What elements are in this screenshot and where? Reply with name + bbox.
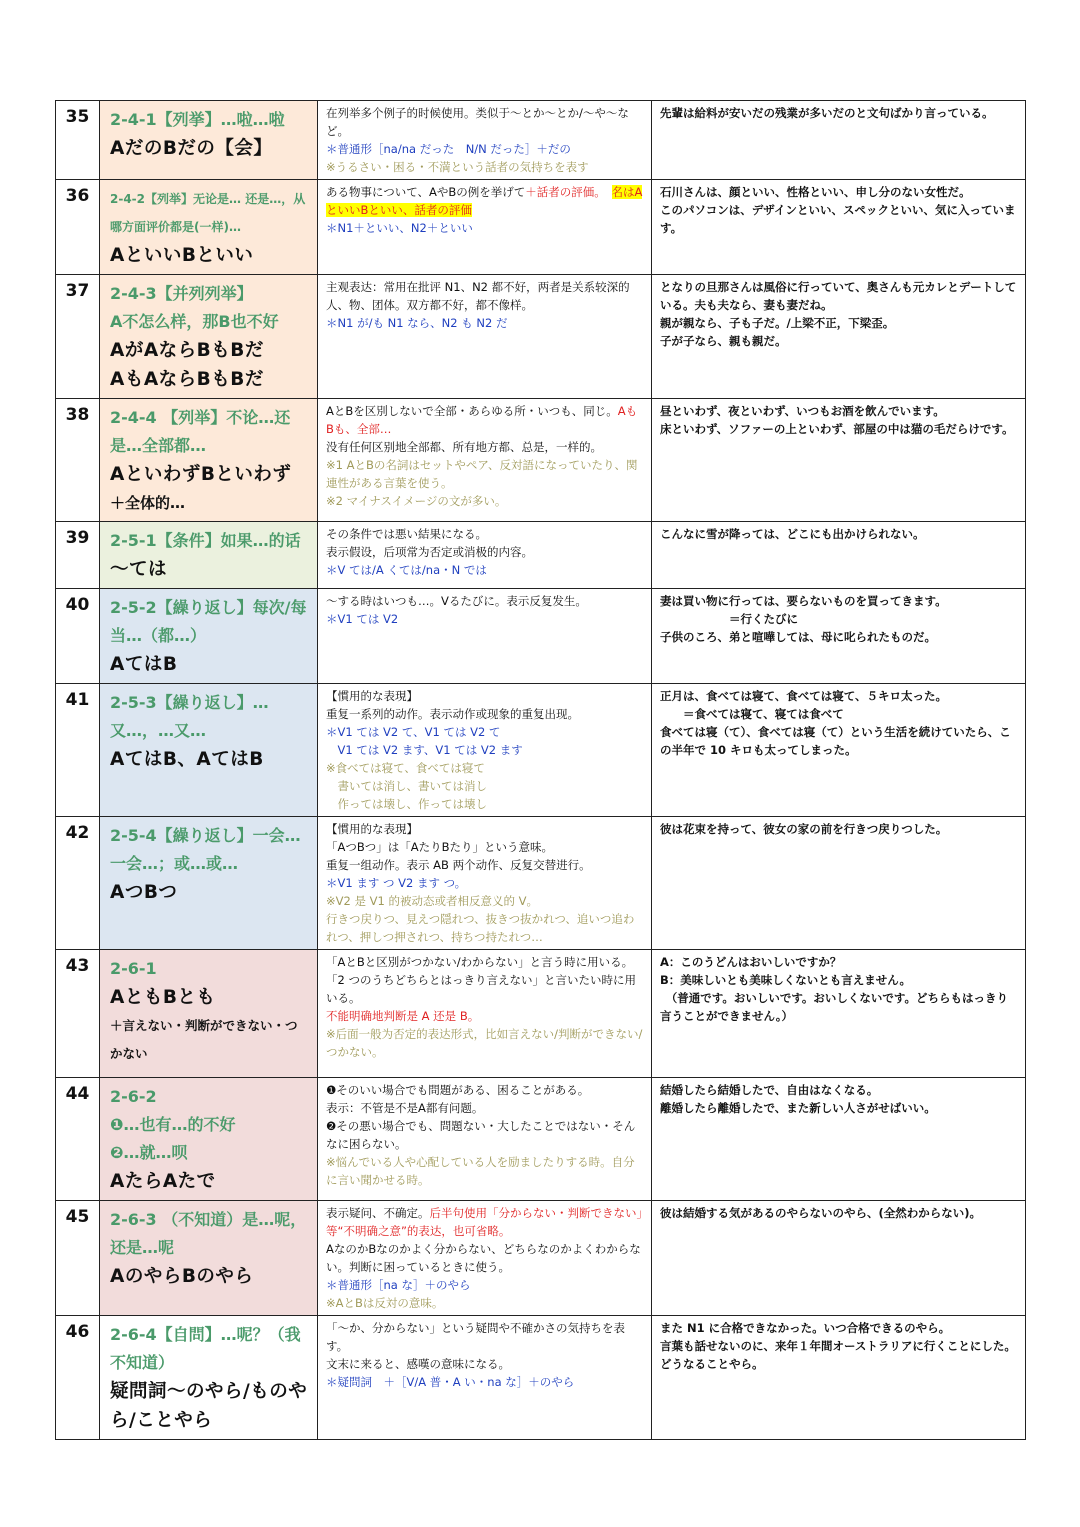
explanation-cell bbox=[318, 1078, 652, 1201]
grammar-table bbox=[55, 100, 1026, 1440]
explanation-cell bbox=[318, 275, 652, 399]
explanation-text: AとBを区別しないで全部・あらゆる所・いつも、同じ。 bbox=[326, 404, 618, 418]
grammar-category: 2-5-2【繰り返し】每次/每当…（都…） bbox=[110, 598, 307, 645]
grammar-note: ＋全体的… bbox=[110, 494, 186, 512]
explanation-cell bbox=[318, 180, 652, 275]
note-text: ※うるさい・困る・不満という話者の気持ちを表す bbox=[326, 160, 589, 174]
explanation-text: 「AつBつ」は「AたりBたり」という意味。 bbox=[326, 840, 554, 854]
example-text: 床といわず、ソファーの上といわず、部屋の中は猫の毛だらけです。 bbox=[660, 422, 1014, 436]
explanation-text: 【慣用的な表現】 bbox=[326, 689, 418, 703]
row-number: 42 bbox=[56, 817, 100, 950]
grammar-title-cell bbox=[100, 180, 318, 275]
grammar-pattern: AだのBだの【会】 bbox=[110, 138, 273, 159]
explanation-text: 重复一组动作。表示 AB 两个动作、反复交替进行。 bbox=[326, 858, 591, 872]
example-cell bbox=[652, 1078, 1026, 1201]
row-number: 35 bbox=[56, 101, 100, 180]
table-row bbox=[56, 950, 1026, 1078]
highlight-text: 不能明确地判断是 A 还是 B。 bbox=[326, 1009, 480, 1023]
explanation-cell bbox=[318, 817, 652, 950]
example-text: 先輩は給料が安いだの残業が多いだのと文句ばかり言っている。 bbox=[660, 106, 994, 120]
explanation-text: ❷その悪い場合でも、問題ない・大したことではない・そんなに困らない。 bbox=[326, 1119, 636, 1151]
grammar-title-cell bbox=[100, 950, 318, 1078]
example-text: 石川さんは、顔といい、性格といい、申し分のない女性だ。 bbox=[660, 185, 971, 199]
formula-text: ＊疑問詞 ＋［V/A 普・A い・na な］＋のやら bbox=[326, 1375, 575, 1389]
example-text: 妻は買い物に行っては、要らないものを買ってきます。 bbox=[660, 594, 947, 608]
grammar-title-cell bbox=[100, 522, 318, 589]
formula-text: ＊V1 ては V2 て、V1 ては V2 て bbox=[326, 725, 501, 739]
example-text: 食べては寝（て）、食べては寝（て）という生活を続けていたら、この半年で 10 キロも太ってしまった。 bbox=[660, 725, 1011, 757]
note-text: 作っては壊し、作っては壊し bbox=[326, 797, 487, 811]
example-text: 離婚したら離婚したで、また新しい人さがせばいい。 bbox=[660, 1101, 936, 1115]
grammar-title-cell bbox=[100, 101, 318, 180]
example-text: 子が子なら、親も親だ。 bbox=[660, 334, 787, 348]
table-row bbox=[56, 1316, 1026, 1440]
grammar-pattern: AといいBといい bbox=[110, 245, 254, 266]
row-number: 39 bbox=[56, 522, 100, 589]
example-text: ＝食べては寝て、寝ては食べて bbox=[660, 707, 844, 721]
grammar-pattern: AもAならBもBだ bbox=[110, 369, 264, 390]
example-cell bbox=[652, 180, 1026, 275]
grammar-category: 2-4-2【列举】无论是… 还是…，从哪方面评价都是(一样)… bbox=[110, 192, 306, 234]
example-cell bbox=[652, 589, 1026, 684]
grammar-meaning: ❶…也有…的不好 bbox=[110, 1115, 236, 1134]
row-number: 45 bbox=[56, 1201, 100, 1316]
table-row bbox=[56, 1201, 1026, 1316]
formula-text: ＊N1 が/も N1 なら、N2 も N2 だ bbox=[326, 316, 508, 330]
example-cell bbox=[652, 522, 1026, 589]
grammar-category: 2-5-1【条件】如果…的话 bbox=[110, 531, 301, 550]
explanation-text: 没有任何区别地全部都、所有地方都、总是，一样的。 bbox=[326, 440, 602, 454]
explanation-text: 「～か、分からない」という疑問や不確かさの気持ちを表す。 bbox=[326, 1321, 625, 1353]
explanation-text: ❶そのいい場合でも問題がある、困ることがある。 bbox=[326, 1083, 590, 1097]
explanation-text: 【慣用的な表現】 bbox=[326, 822, 418, 836]
grammar-category: 2-6-4【自問】…呢？（我不知道） bbox=[110, 1325, 301, 1372]
grammar-category: 2-5-4【繰り返し】一会…一会…；或…或… bbox=[110, 826, 301, 873]
example-text: （普通です。おいしいです。おいしくないです。どちらもはっきり言うことができません。） bbox=[660, 991, 1008, 1023]
table-row bbox=[56, 275, 1026, 399]
table-row bbox=[56, 522, 1026, 589]
example-text: A：このうどんはおいしいですか？ bbox=[660, 955, 842, 969]
note-text: ※AとBは反対の意味。 bbox=[326, 1296, 444, 1310]
grammar-category: 2-6-1 bbox=[110, 959, 157, 978]
grammar-category: 2-5-3【繰り返し】…又…，…又… bbox=[110, 693, 269, 740]
example-cell bbox=[652, 275, 1026, 399]
explanation-text: 主观表达：常用在批评 N1、N2 都不好，两者是关系较深的人、物、团体。双方都不好，都不像样。 bbox=[326, 280, 630, 312]
row-number: 44 bbox=[56, 1078, 100, 1201]
grammar-note: ＋言えない・判断ができない・つかない bbox=[110, 1018, 298, 1061]
formula-text: ＊普通形［na な］＋のやら bbox=[326, 1278, 471, 1292]
formula-text: ＊V1 ます つ V2 ます つ。 bbox=[326, 876, 467, 890]
grammar-title-cell bbox=[100, 1078, 318, 1201]
table-row bbox=[56, 399, 1026, 522]
explanation-text: ～する時はいつも…。Vるたびに。表示反复发生。 bbox=[326, 594, 587, 608]
grammar-title-cell bbox=[100, 1201, 318, 1316]
grammar-pattern: AたらAたで bbox=[110, 1171, 216, 1192]
row-number: 37 bbox=[56, 275, 100, 399]
grammar-pattern: AてはB bbox=[110, 654, 178, 675]
explanation-cell bbox=[318, 950, 652, 1078]
row-number: 43 bbox=[56, 950, 100, 1078]
grammar-category: 2-4-4 【列举】不论…还是…全部都… bbox=[110, 408, 291, 455]
formula-text: ＊普通形［na/na だった N/N だった］＋だの bbox=[326, 142, 571, 156]
note-text: ※1 AとBの名詞はセットやペア、反対語になっていたり、関連性がある言葉を使う。 bbox=[326, 458, 638, 490]
grammar-meaning: ❷…就…呗 bbox=[110, 1143, 188, 1162]
grammar-pattern: AのやらBのやら bbox=[110, 1266, 254, 1287]
explanation-text: 在列举多个例子的时候使用。类似于～とか～とか/～や～など。 bbox=[326, 106, 629, 138]
example-cell bbox=[652, 1201, 1026, 1316]
formula-text: ＊N1＋といい、N2＋といい bbox=[326, 221, 473, 235]
example-text: こんなに雪が降っては、どこにも出かけられない。 bbox=[660, 527, 925, 541]
explanation-text: AなのかBなのかよく分からない、どちらなのかよくわからない。判断に困っているときに使う。 bbox=[326, 1242, 641, 1274]
row-number: 38 bbox=[56, 399, 100, 522]
explanation-text: ある物事について、AやBの例を挙げて bbox=[326, 185, 526, 199]
grammar-pattern: AてはB、AてはB bbox=[110, 749, 264, 770]
example-text: となりの旦那さんは風俗に行っていて、奥さんも元カレとデートしている。夫も夫なら、妻も妻だね。 bbox=[660, 280, 1017, 312]
note-text: ※食べては寝て、食べては寝て bbox=[326, 761, 485, 775]
example-cell bbox=[652, 399, 1026, 522]
table-row bbox=[56, 817, 1026, 950]
explanation-text: 表示疑问、不确定。 bbox=[326, 1206, 430, 1220]
example-cell bbox=[652, 817, 1026, 950]
explanation-cell bbox=[318, 1201, 652, 1316]
highlight-text: ＋話者の評価。 bbox=[525, 185, 601, 199]
note-text: ※后面一般为否定的表达形式，比如言えない/判断ができない/つかない。 bbox=[326, 1027, 643, 1059]
explanation-text: 「AとBと区別がつかない/わからない」と言う時に用いる。 bbox=[326, 955, 634, 969]
highlight-marked-text: 名はAといいBといい、話者の評価 bbox=[326, 185, 643, 217]
grammar-category: 2-4-3【并列列举】 bbox=[110, 284, 253, 303]
row-number: 40 bbox=[56, 589, 100, 684]
explanation-text: 重复一系列的动作。表示动作或现象的重复出现。 bbox=[326, 707, 579, 721]
example-text: 昼といわず、夜といわず、いつもお酒を飲んでいます。 bbox=[660, 404, 945, 418]
table-row bbox=[56, 589, 1026, 684]
grammar-pattern: AといわずBといわず bbox=[110, 464, 292, 485]
grammar-title-cell bbox=[100, 589, 318, 684]
example-cell bbox=[652, 1316, 1026, 1440]
explanation-cell bbox=[318, 399, 652, 522]
example-text: また N1 に合格できなかった。いつ合格できるのやら。 bbox=[660, 1321, 951, 1335]
explanation-cell bbox=[318, 1316, 652, 1440]
explanation-text: 文末に来ると、感嘆の意味になる。 bbox=[326, 1357, 510, 1371]
grammar-pattern: 疑問詞～のやら/ものやら/ことやら bbox=[110, 1381, 308, 1431]
example-cell bbox=[652, 684, 1026, 817]
explanation-cell bbox=[318, 522, 652, 589]
grammar-category: 2-4-1【列挙】…啦…啦 bbox=[110, 110, 285, 129]
explanation-text: 表示：不管是不是A都有问题。 bbox=[326, 1101, 484, 1115]
example-text: 言葉も話せないのに、来年１年間オーストラリアに行くことにした。どうなることやら。 bbox=[660, 1339, 1016, 1371]
grammar-title-cell bbox=[100, 1316, 318, 1440]
note-text: 行きつ戻りつ、見えつ隠れつ、抜きつ抜かれつ、追いつ追われつ、押しつ押されつ、持ちつ持たれつ… bbox=[326, 912, 635, 944]
example-text: B：美味しいとも美味しくないとも言えません。 bbox=[660, 973, 911, 987]
table-row bbox=[56, 180, 1026, 275]
example-text: 彼は結婚する気があるのやらないのやら、(全然わからない)。 bbox=[660, 1206, 982, 1220]
note-text: ※悩んでいる人や心配している人を励ましたりする時。自分に言い聞かせる時。 bbox=[326, 1155, 635, 1187]
table-row bbox=[56, 684, 1026, 817]
example-text: ＝行くたびに bbox=[660, 612, 798, 626]
row-number: 41 bbox=[56, 684, 100, 817]
grammar-title-cell bbox=[100, 399, 318, 522]
explanation-cell bbox=[318, 101, 652, 180]
grammar-pattern: ～ては bbox=[110, 559, 168, 580]
grammar-title-cell bbox=[100, 684, 318, 817]
table-row bbox=[56, 1078, 1026, 1201]
note-text: ※2 マイナスイメージの文が多い。 bbox=[326, 494, 507, 508]
grammar-title-cell bbox=[100, 817, 318, 950]
formula-text: ＊V ては/A くては/na・N では bbox=[326, 563, 487, 577]
grammar-meaning: A不怎么样，那B也不好 bbox=[110, 312, 279, 331]
example-text: 結婚したら結婚したで、自由はなくなる。 bbox=[660, 1083, 879, 1097]
example-text: 親が親なら、子も子だ。/上梁不正，下梁歪。 bbox=[660, 316, 895, 330]
row-number: 46 bbox=[56, 1316, 100, 1440]
example-text: 正月は、食べては寝て、食べては寝て、５キロ太った。 bbox=[660, 689, 948, 703]
explanation-text: 「2 つのうちどちらとはっきり言えない」と言いたい時に用いる。 bbox=[326, 973, 636, 1005]
grammar-pattern: AがAならBもBだ bbox=[110, 340, 264, 361]
grammar-pattern: AつBつ bbox=[110, 882, 178, 903]
row-number: 36 bbox=[56, 180, 100, 275]
grammar-title-cell bbox=[100, 275, 318, 399]
grammar-pattern: AともBとも bbox=[110, 987, 216, 1008]
example-cell bbox=[652, 950, 1026, 1078]
highlight-text: 后半句使用「分からない・判断できない」等“不明确之意”的表达，也可省略。 bbox=[326, 1206, 643, 1238]
formula-text: V1 ては V2 ます、V1 ては V2 ます bbox=[326, 743, 523, 757]
example-text: 子供のころ、弟と喧嘩しては、母に叱られたものだ。 bbox=[660, 630, 936, 644]
table-row bbox=[56, 101, 1026, 180]
example-cell bbox=[652, 101, 1026, 180]
highlight-text: AもBも、全部… bbox=[326, 404, 638, 436]
grammar-category: 2-6-3 （不知道）是…呢，还是…呢 bbox=[110, 1210, 307, 1257]
explanation-cell bbox=[318, 589, 652, 684]
grammar-category: 2-6-2 bbox=[110, 1087, 157, 1106]
example-text: 彼は花束を持って、彼女の家の前を行きつ戻りつした。 bbox=[660, 822, 948, 836]
example-text: このパソコンは、デザインといい、スペックといい、気に入っています。 bbox=[660, 203, 1016, 235]
explanation-cell bbox=[318, 684, 652, 817]
explanation-text: 表示假设，后项常为否定或消极的内容。 bbox=[326, 545, 533, 559]
explanation-text: その条件では悪い結果になる。 bbox=[326, 527, 487, 541]
note-text: 書いては消し、書いては消し bbox=[326, 779, 487, 793]
formula-text: ＊V1 ては V2 bbox=[326, 612, 399, 626]
note-text: ※V2 是 V1 的被动态或者相反意义的 V。 bbox=[326, 894, 538, 908]
